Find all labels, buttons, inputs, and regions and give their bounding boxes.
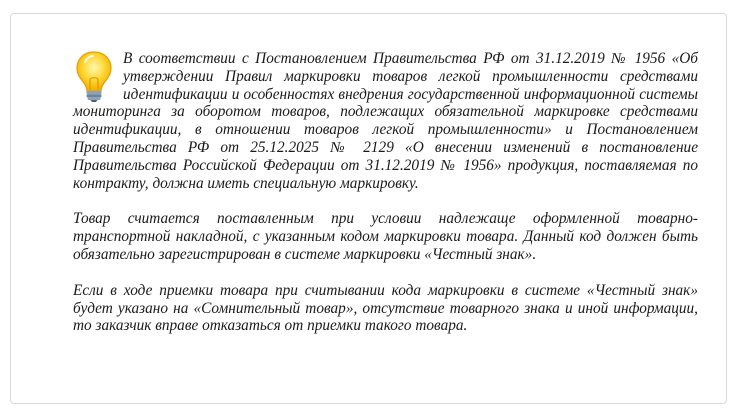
note-paragraph-1-text: В соответствии с Постановлением Правительства РФ от 31.12.2019 № 1956 «Об утверждении Правил маркировки товаров легкой промышленности средствами идентификации и особенностях внедрения государственной информационной системы мониторинга за оборотом товаров, подлежащих обязательной маркировке средствами идентификации, в отношении товаров легкой промышленности» и Постановлением Правительства РФ от 25.12.2025 № 2129 «О внесении изменений в постановление Правительства Российской Федерации от 31.12.2019 № 1956» продукция, поставляемая по контракту, должна иметь специальную маркировку. xyxy=(73,50,698,192)
note-paragraph-3: Если в ходе приемки товара при считывании кода маркировки в системе «Честный знак» будет указано на «Сомнительный товар», отсутствие товарного знака и иной информации, то заказчик вправе отказаться от приемки такого товара. xyxy=(73,281,698,335)
note-paragraph-1 xyxy=(73,50,698,192)
info-card xyxy=(10,13,727,404)
note-paragraph-2: Товар считается поставленным при условии надлежаще оформленной товарно-транспортной накладной, с указанным кодом маркировки товара. Данный код должен быть обязательно зарегистрирован в системе маркировки «Честный знак». xyxy=(73,210,698,263)
note-content xyxy=(73,50,698,335)
lightbulb-icon xyxy=(71,50,117,102)
